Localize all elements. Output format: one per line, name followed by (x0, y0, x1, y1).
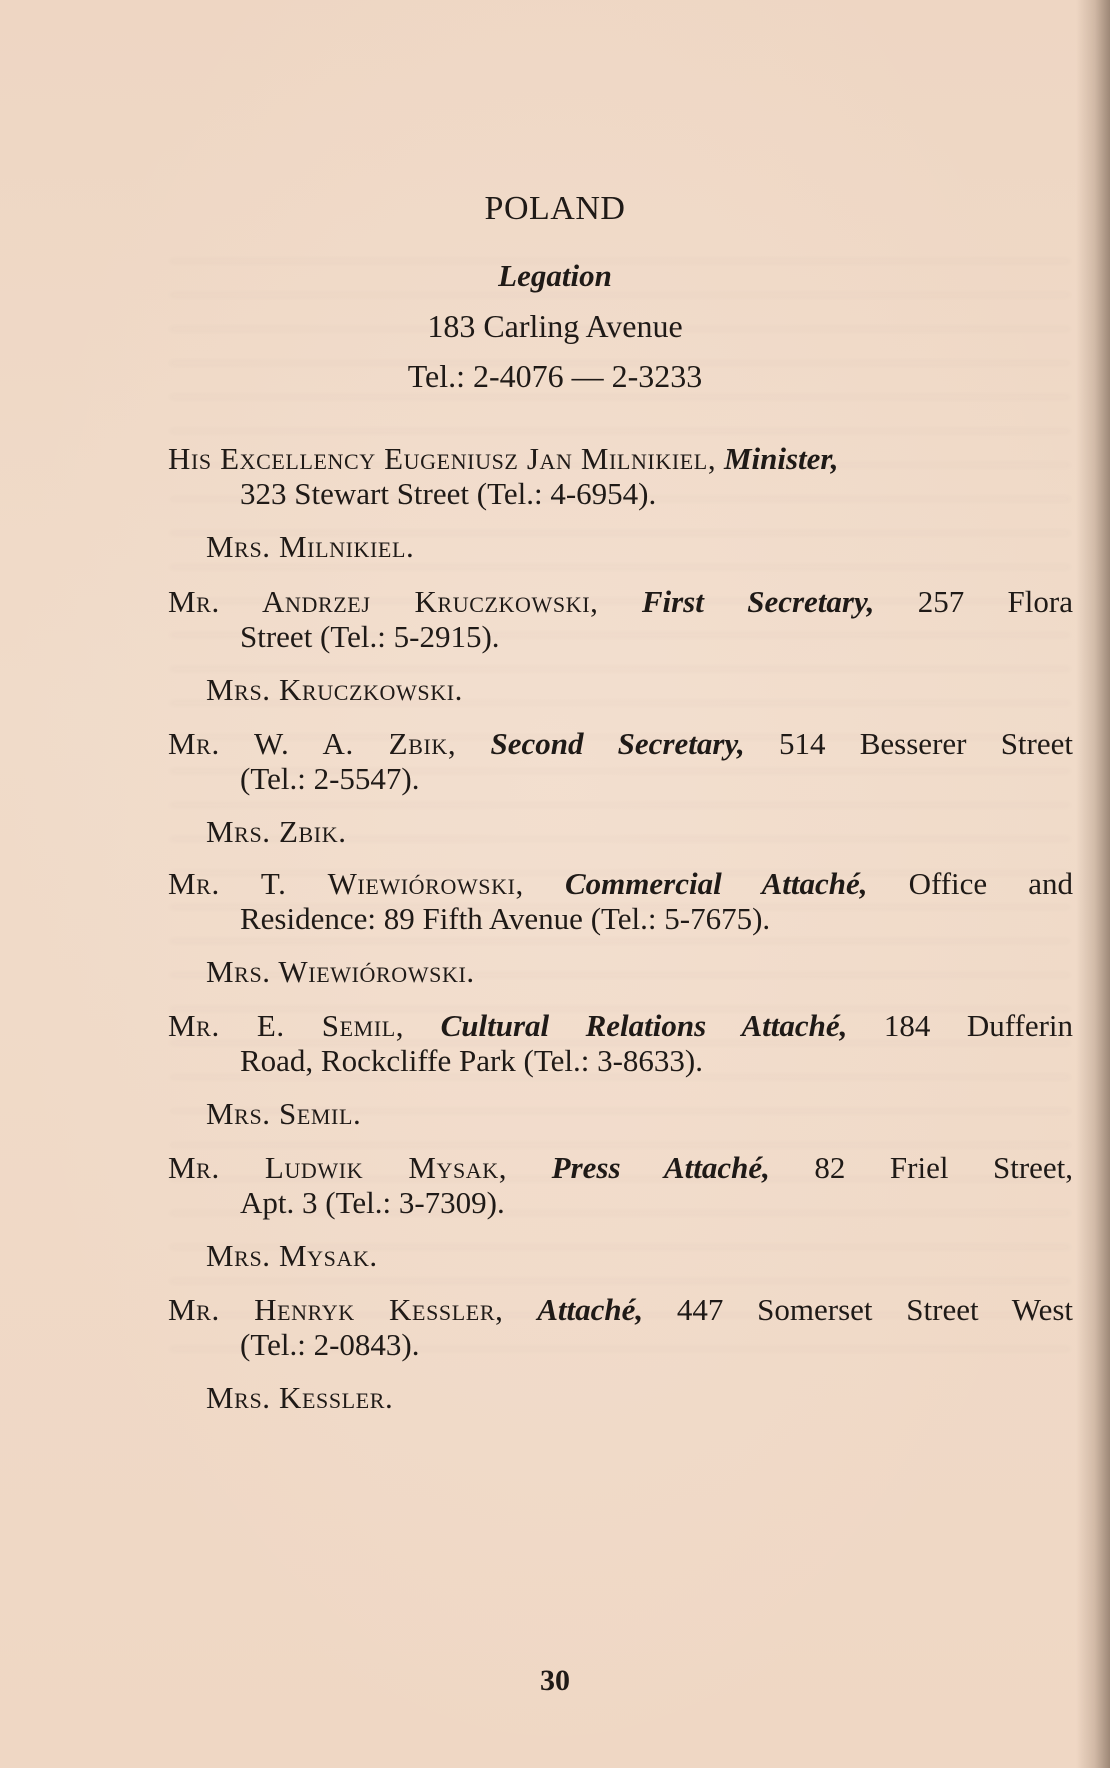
staff-details: 514 Besserer Street (779, 726, 1074, 761)
legation-telephone: Tel.: 2-4076 — 2-3233 (407, 358, 703, 394)
spouse-name: Mrs. Kessler. (206, 1380, 394, 1415)
staff-name: Mr. Ludwik Mysak, (168, 1150, 508, 1185)
legation-subheading: Legation (498, 258, 612, 293)
staff-title: Commercial Attaché, (564, 866, 868, 901)
staff-entry (168, 441, 1073, 564)
staff-name: Mr. Henryk Kessler, (168, 1292, 504, 1327)
staff-entry (168, 1008, 1073, 1131)
staff-entry (168, 866, 1073, 989)
staff-details: 257 Flora (917, 584, 1073, 619)
spouse-name: Mrs. Milnikiel. (206, 529, 415, 564)
spouse-name: Mrs. Semil. (206, 1096, 362, 1131)
country-heading: POLAND (484, 190, 626, 227)
entry-continuation: Apt. 3 (Tel.: 3-7309). (240, 1185, 505, 1220)
spouse-name: Mrs. Wiewiórowski. (206, 954, 475, 989)
staff-details: 184 Dufferin (883, 1008, 1074, 1043)
entry-first-line (168, 866, 1073, 901)
staff-entry (168, 1292, 1073, 1415)
entry-first-line (168, 584, 1073, 619)
staff-title: Second Secretary, (490, 726, 745, 761)
staff-entry (168, 584, 1073, 707)
spouse-name: Mrs. Mysak. (206, 1238, 378, 1273)
spouse-name: Mrs. Zbik. (206, 814, 347, 849)
staff-details: Office and (908, 866, 1074, 901)
entry-first-line (168, 1292, 1073, 1327)
staff-title: Minister, (723, 441, 839, 476)
page-number: 30 (540, 1664, 570, 1697)
staff-name: Mr. W. A. Zbik, (168, 726, 457, 761)
entry-first-line (168, 1150, 1073, 1185)
legation-address: 183 Carling Avenue (427, 308, 683, 344)
staff-title: Press Attaché, (551, 1150, 770, 1185)
staff-title: First Secretary, (641, 584, 875, 619)
staff-details: 447 Somerset Street West (676, 1292, 1074, 1327)
staff-entry (168, 1150, 1073, 1273)
staff-name: His Excellency Eugeniusz Jan Milnikiel, (168, 441, 717, 476)
entry-continuation: 323 Stewart Street (Tel.: 4-6954). (240, 476, 657, 511)
staff-title: Attaché, (537, 1292, 644, 1327)
entry-continuation: (Tel.: 2-5547). (240, 761, 420, 796)
staff-name: Mr. E. Semil, (168, 1008, 405, 1043)
entry-continuation: Residence: 89 Fifth Avenue (Tel.: 5-7675). (240, 901, 771, 936)
entry-first-line (168, 1008, 1073, 1043)
entry-first-line (168, 441, 1073, 476)
entry-continuation: Road, Rockcliffe Park (Tel.: 3-8633). (240, 1043, 704, 1078)
staff-entry (168, 726, 1073, 849)
staff-title: Cultural Relations Attaché, (440, 1008, 848, 1043)
staff-name: Mr. T. Wiewiórowski, (168, 866, 524, 901)
spouse-name: Mrs. Kruczkowski. (206, 672, 463, 707)
staff-details: 82 Friel Street, (814, 1150, 1074, 1185)
staff-name: Mr. Andrzej Kruczkowski, (168, 584, 599, 619)
entry-first-line (168, 726, 1073, 761)
entry-continuation: (Tel.: 2-0843). (240, 1327, 420, 1362)
entry-continuation: Street (Tel.: 5-2915). (240, 619, 500, 654)
